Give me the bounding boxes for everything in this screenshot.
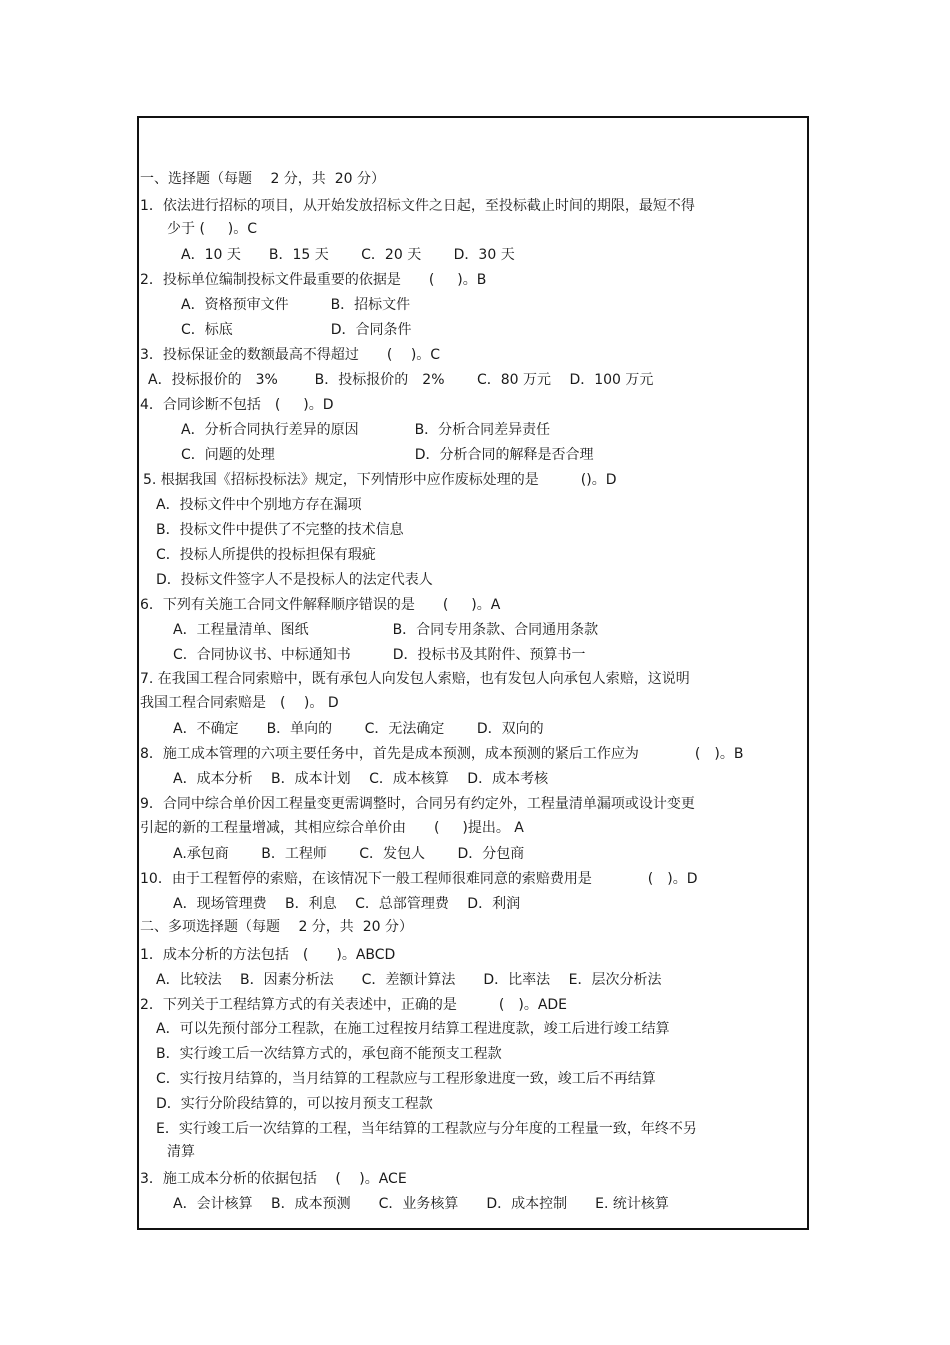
multi-question-1-stem: 1．成本分析的方法包括 ( )。ABCD	[140, 947, 396, 963]
multi-question-1-options: A．比较法 B．因素分析法 C．差额计算法 D．比率法 E．层次分析法	[156, 972, 662, 988]
question-5-option-a: A．投标文件中个别地方存在漏项	[156, 497, 362, 513]
question-9-stem: 9．合同中综合单价因工程量变更需调整时，合同另有约定外，工程量清单漏项或设计变更	[140, 796, 695, 812]
question-6-stem: 6．下列有关施工合同文件解释顺序错误的是 ( )。A	[140, 597, 501, 613]
question-8-options: A．成本分析 B．成本计划 C．成本核算 D．成本考核	[173, 771, 549, 787]
multi-question-2-stem: 2．下列关于工程结算方式的有关表述中，正确的是 ( )。ADE	[140, 997, 568, 1013]
question-3-stem: 3．投标保证金的数额最高不得超过 ( )。C	[140, 347, 441, 363]
question-2-options-row2: C．标底 D．合同条件	[181, 322, 412, 338]
multi-question-3-options: A．会计核算 B．成本预测 C．业务核算 D．成本控制 E. 统计核算	[173, 1196, 669, 1212]
multi-question-2-option-e: E．实行竣工后一次结算的工程，当年结算的工程款应与分年度的工程量一致，年终不另	[156, 1121, 697, 1137]
question-9-options: A.承包商 B．工程师 C．发包人 D．分包商	[173, 846, 525, 862]
multi-question-3-stem: 3．施工成本分析的依据包括 ( )。ACE	[140, 1171, 407, 1187]
question-7-stem-cont: 我国工程合同索赔是 ( )。 D	[140, 695, 339, 711]
question-8-stem: 8．施工成本管理的六项主要任务中，首先是成本预测，成本预测的紧后工作应为 ( )。B	[140, 746, 744, 762]
question-10-options: A．现场管理费 B．利息 C．总部管理费 D．利润	[173, 896, 521, 912]
question-6-options-row2: C．合同协议书、中标通知书 D．投标书及其附件、预算书一	[173, 647, 586, 663]
question-3-options: A．投标报价的 3% B．投标报价的 2% C．80 万元 D．100 万元	[148, 372, 654, 388]
question-1-stem: 1．依法进行招标的项目，从开始发放招标文件之日起，至投标截止时间的期限，最短不得	[140, 198, 695, 214]
question-6-options-row1: A．工程量清单、图纸 B．合同专用条款、合同通用条款	[173, 622, 599, 638]
question-4-options-row1: A．分析合同执行差异的原因 B．分析合同差异责任	[181, 422, 551, 438]
multi-question-2-option-c: C．实行按月结算的，当月结算的工程款应与工程形象进度一致，竣工后不再结算	[156, 1071, 656, 1087]
question-5-option-c: C．投标人所提供的投标担保有瑕疵	[156, 547, 376, 563]
multi-question-2-option-a: A．可以先预付部分工程款，在施工过程按月结算工程进度款，竣工后进行竣工结算	[156, 1021, 670, 1037]
question-1-options: A．10 天 B．15 天 C．20 天 D．30 天	[181, 247, 515, 263]
section-heading-single-choice: 一、选择题（每题 2 分，共 20 分）	[140, 171, 385, 187]
question-2-stem: 2．投标单位编制投标文件最重要的依据是 ( )。B	[140, 272, 487, 288]
question-7-options: A．不确定 B．单向的 C．无法确定 D．双向的	[173, 721, 544, 737]
question-2-options-row1: A．资格预审文件 B．招标文件	[181, 297, 411, 313]
question-10-stem: 10．由于工程暂停的索赔，在该情况下一般工程师很难同意的索赔费用是 ( )。D	[140, 871, 698, 887]
section-heading-multiple-choice: 二、多项选择题（每题 2 分，共 20 分）	[140, 919, 413, 935]
question-5-option-d: D．投标文件签字人不是投标人的法定代表人	[156, 572, 433, 588]
question-9-stem-cont: 引起的新的工程量增减，其相应综合单价由 ( )提出。 A	[140, 820, 524, 836]
question-5-option-b: B．投标文件中提供了不完整的技术信息	[156, 522, 404, 538]
multi-question-2-option-d: D．实行分阶段结算的，可以按月预支工程款	[156, 1096, 433, 1112]
question-7-stem: 7. 在我国工程合同索赔中，既有承包人向发包人索赔，也有发包人向承包人索赔，这说明	[140, 671, 690, 687]
question-4-stem: 4．合同诊断不包括 ( )。D	[140, 397, 334, 413]
multi-question-2-option-b: B．实行竣工后一次结算方式的，承包商不能预支工程款	[156, 1046, 502, 1062]
question-5-stem: 5. 根据我国《招标投标法》规定，下列情形中应作废标处理的是 ()。D	[143, 472, 617, 488]
question-1-stem-cont: 少于 ( )。C	[167, 221, 258, 237]
question-4-options-row2: C．问题的处理 D．分析合同的解释是否合理	[181, 447, 594, 463]
multi-question-2-option-e-cont: 清算	[167, 1144, 195, 1160]
